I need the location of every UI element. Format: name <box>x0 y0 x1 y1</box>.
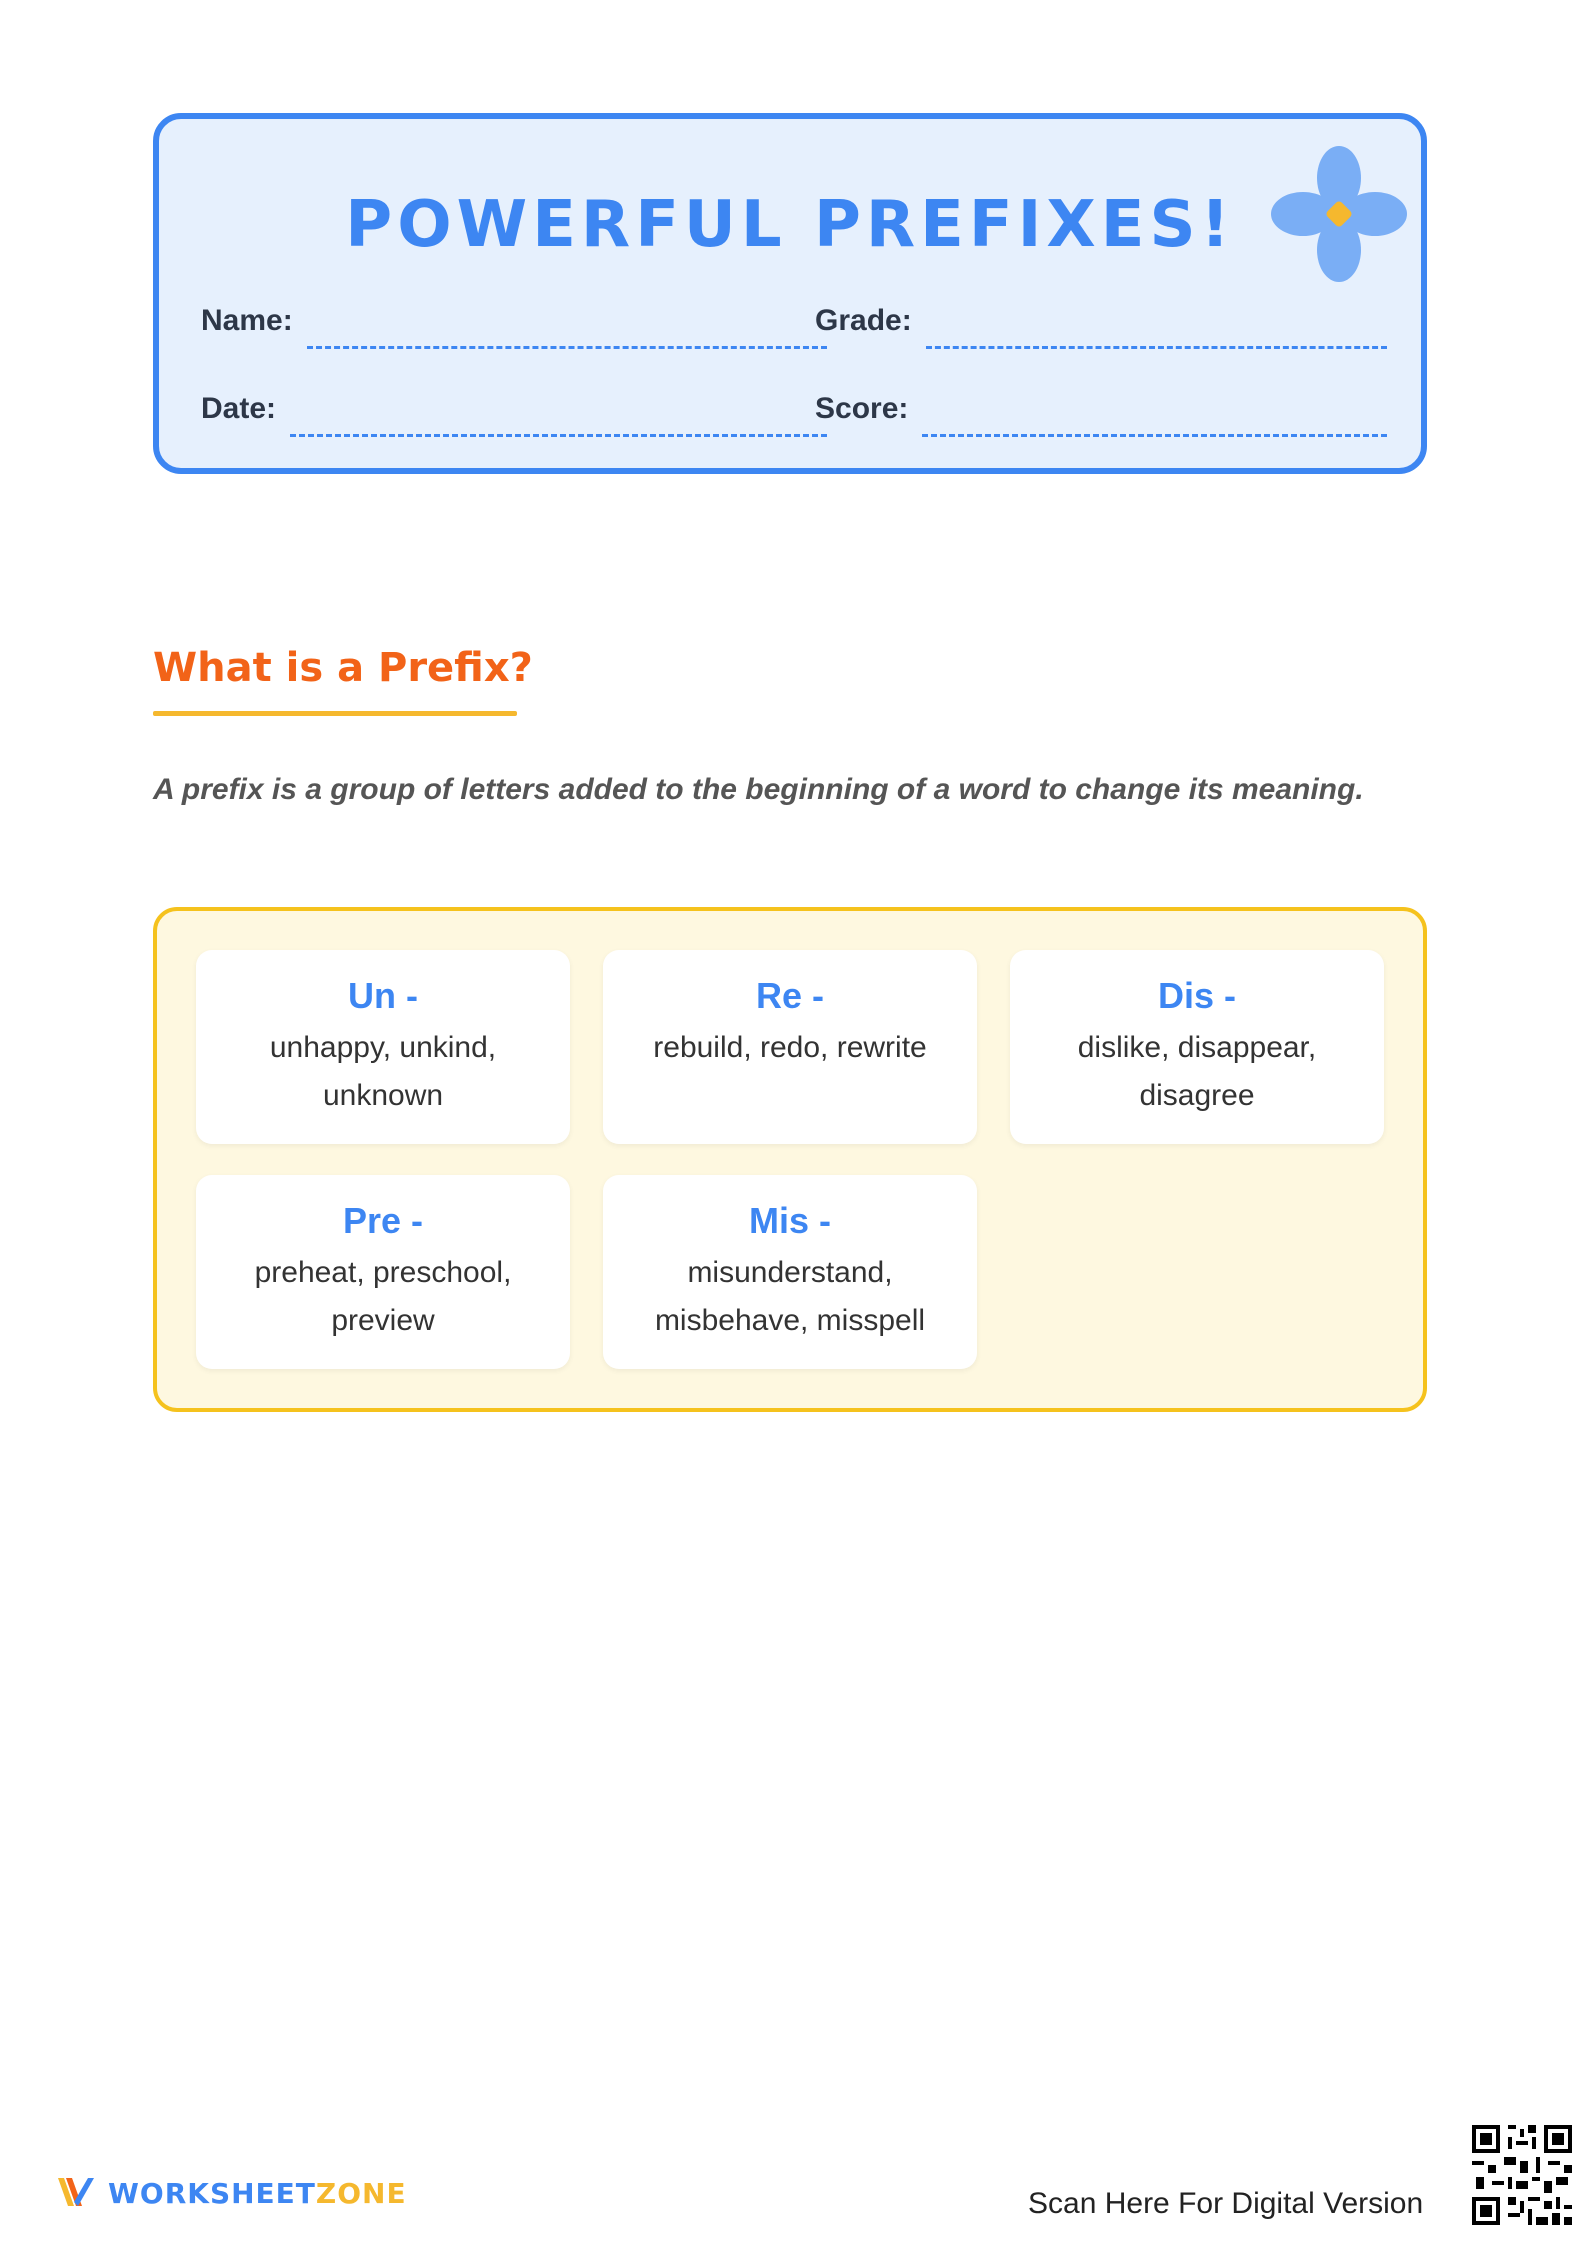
worksheetzone-logo-icon[interactable] <box>56 2172 96 2212</box>
date-line[interactable] <box>290 433 827 437</box>
prefix-title: Re - <box>755 975 824 1016</box>
prefix-card-pre <box>196 1175 570 1369</box>
prefix-title: Pre - <box>342 1200 424 1241</box>
date-label: Date: <box>201 392 277 425</box>
section-heading: What is a Prefix? <box>153 645 533 691</box>
name-line[interactable] <box>307 345 827 349</box>
name-field <box>201 299 827 349</box>
score-field <box>815 387 1387 437</box>
qr-code-icon[interactable] <box>1468 2121 1576 2229</box>
prefix-card-mis <box>603 1175 977 1369</box>
footer-brand[interactable] <box>108 2176 407 2212</box>
score-line[interactable] <box>922 433 1387 437</box>
prefix-panel <box>153 907 1427 1412</box>
prefix-examples: rebuild, redo, rewrite <box>653 1031 927 1064</box>
brand-part-1: WORKSHEET <box>108 2177 316 2210</box>
header-card <box>153 113 1427 474</box>
prefix-examples: dislike, disappear, disagree <box>1077 1031 1317 1112</box>
worksheet-title: POWERFUL PREFIXES! <box>345 188 1235 262</box>
brand-part-2: ZONE <box>315 2177 407 2210</box>
flower-icon <box>1265 140 1413 288</box>
prefix-card-dis <box>1010 950 1384 1144</box>
scan-text: Scan Here For Digital Version <box>1028 2187 1424 2220</box>
prefix-examples: misunderstand, misbehave, misspell <box>654 1256 926 1337</box>
prefix-title: Mis - <box>748 1200 831 1241</box>
name-label: Name: <box>201 304 293 337</box>
date-field <box>201 387 827 437</box>
prefix-examples: preheat, preschool, preview <box>254 1256 512 1337</box>
score-label: Score: <box>815 392 909 425</box>
prefix-card-un <box>196 950 570 1144</box>
prefix-card-re <box>603 950 977 1144</box>
section-underline <box>153 711 517 716</box>
prefix-title: Dis - <box>1157 975 1236 1016</box>
prefix-title: Un - <box>348 975 418 1016</box>
definition-text: A prefix is a group of letters added to the beginning of a word to change its meaning. <box>153 773 1364 806</box>
grade-field <box>815 299 1387 349</box>
grade-label: Grade: <box>815 304 912 337</box>
grade-line[interactable] <box>926 345 1387 349</box>
prefix-examples: unhappy, unkind, unknown <box>269 1031 497 1112</box>
